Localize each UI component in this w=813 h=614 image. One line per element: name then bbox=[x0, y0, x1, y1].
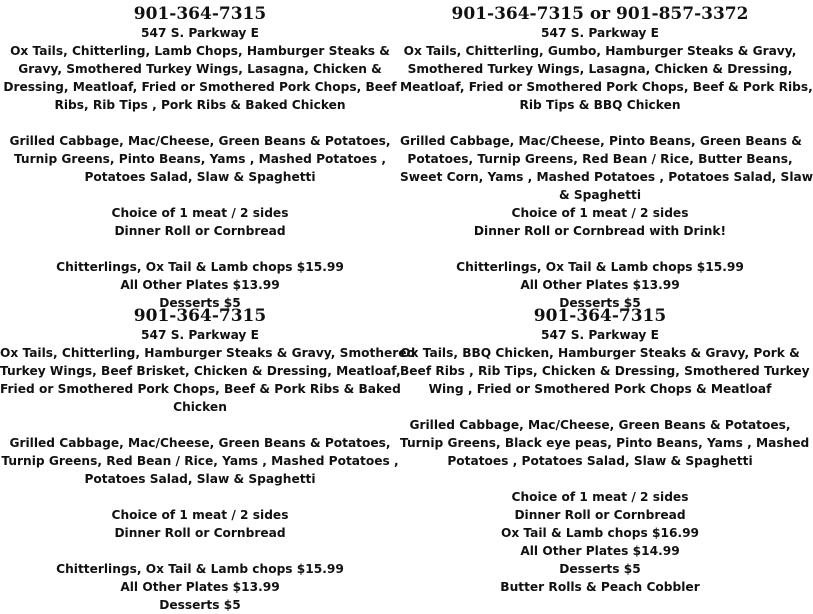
spacer bbox=[400, 240, 800, 258]
sides-line: Potatoes , Potatoes Salad, Slaw & Spaghetti bbox=[447, 454, 753, 468]
choice-line: Choice of 1 meat / 2 sides bbox=[511, 490, 689, 504]
price-line: Butter Rolls & Peach Cobbler bbox=[500, 580, 700, 594]
price-line: Desserts $5 bbox=[159, 598, 241, 612]
phone-number: 901-364-7315 or 901-857-3372 bbox=[451, 4, 749, 24]
price-line: All Other Plates $13.99 bbox=[120, 278, 280, 292]
spacer bbox=[0, 240, 400, 258]
meats-line: Meatloaf, Fried or Smothered Pork Chops, Beef & Pork Ribs, bbox=[400, 80, 813, 94]
meats-line: Chicken bbox=[173, 400, 227, 414]
choice-line: Choice of 1 meat / 2 sides bbox=[511, 206, 689, 220]
meats-line: Smothered Turkey Wings, Lasagna, Chicken & Dressing, bbox=[407, 62, 793, 76]
sides-line: Turnip Greens, Pinto Beans, Yams , Mashed Potatoes , bbox=[13, 152, 387, 166]
spacer bbox=[0, 542, 400, 560]
address: 547 S. Parkway E bbox=[541, 328, 659, 342]
sides-line: Grilled Cabbage, Mac/Cheese, Green Beans & Potatoes, bbox=[9, 134, 391, 148]
menu-panel-4 bbox=[400, 300, 810, 600]
address: 547 S. Parkway E bbox=[141, 328, 259, 342]
choice-line: Dinner Roll or Cornbread with Drink! bbox=[473, 224, 727, 238]
meats-line: Ox Tails, Chitterling, Gumbo, Hamburger Steaks & Gravy, bbox=[403, 44, 797, 58]
sides-line: Turnip Greens, Red Bean / Rice, Yams , Mashed Potatoes , bbox=[1, 454, 399, 468]
spacer bbox=[0, 114, 400, 132]
address: 547 S. Parkway E bbox=[541, 26, 659, 40]
phone-number: 901-364-7315 bbox=[533, 306, 667, 326]
price-line: Chitterlings, Ox Tail & Lamb chops $15.99 bbox=[56, 260, 344, 274]
meats-line: Turkey Wings, Beef Brisket, Chicken & Dressing, Meatloaf, bbox=[0, 364, 401, 378]
meats-line: Ox Tails, Chitterling, Lamb Chops, Hamburger Steaks & bbox=[10, 44, 390, 58]
meats-line: Rib Tips & BBQ Chicken bbox=[519, 98, 681, 112]
choice-line: Choice of 1 meat / 2 sides bbox=[111, 508, 289, 522]
choice-line: Dinner Roll or Cornbread bbox=[114, 526, 286, 540]
spacer bbox=[400, 114, 800, 132]
spacer bbox=[400, 398, 800, 416]
meats-line: Ribs, Rib Tips , Pork Ribs & Baked Chicken bbox=[54, 98, 346, 112]
meats-line: Gravy, Smothered Turkey Wings, Lasagna, Chicken & bbox=[18, 62, 382, 76]
choice-line: Dinner Roll or Cornbread bbox=[514, 508, 686, 522]
sides-line: Sweet Corn, Yams , Mashed Potatoes , Potatoes Salad, Slaw bbox=[400, 170, 813, 184]
price-line: Chitterlings, Ox Tail & Lamb chops $15.99 bbox=[56, 562, 344, 576]
meats-line: Wing , Fried or Smothered Pork Chops & Meatloaf bbox=[428, 382, 772, 396]
price-line: Desserts $5 bbox=[559, 296, 641, 310]
price-line: Desserts $5 bbox=[159, 296, 241, 310]
meats-line: Fried or Smothered Pork Chops, Beef & Pork Ribs & Baked bbox=[0, 382, 401, 396]
price-line: Chitterlings, Ox Tail & Lamb chops $15.99 bbox=[456, 260, 744, 274]
meats-line: Beef Ribs , Rib Tips, Chicken & Dressing, Smothered Turkey bbox=[400, 364, 810, 378]
sides-line: Turnip Greens, Black eye peas, Pinto Beans, Yams , Mashed bbox=[400, 436, 810, 450]
sides-line: Grilled Cabbage, Mac/Cheese, Green Beans & Potatoes, bbox=[9, 436, 391, 450]
phone-number: 901-364-7315 bbox=[133, 306, 267, 326]
price-line: Ox Tail & Lamb chops $16.99 bbox=[500, 526, 700, 540]
menu-panel-1 bbox=[0, 0, 400, 310]
choice-line: Dinner Roll or Cornbread bbox=[114, 224, 286, 238]
spacer bbox=[0, 488, 400, 506]
meats-line: Ox Tails, Chitterling, Hamburger Steaks & Gravy, Smothered bbox=[0, 346, 416, 360]
spacer bbox=[400, 470, 800, 488]
price-line: All Other Plates $13.99 bbox=[520, 278, 680, 292]
sides-line: & Spaghetti bbox=[558, 188, 642, 202]
sides-line: Potatoes, Turnip Greens, Red Bean / Rice, Butter Beans, bbox=[407, 152, 793, 166]
address: 547 S. Parkway E bbox=[141, 26, 259, 40]
price-line: All Other Plates $14.99 bbox=[520, 544, 680, 558]
sides-line: Grilled Cabbage, Mac/Cheese, Pinto Beans, Green Beans & bbox=[400, 134, 802, 148]
price-line: All Other Plates $13.99 bbox=[120, 580, 280, 594]
menu-panel-2 bbox=[400, 0, 813, 310]
meats-line: Dressing, Meatloaf, Fried or Smothered Pork Chops, Beef bbox=[3, 80, 397, 94]
spacer bbox=[0, 416, 400, 434]
sides-line: Grilled Cabbage, Mac/Cheese, Green Beans & Potatoes, bbox=[409, 418, 791, 432]
choice-line: Choice of 1 meat / 2 sides bbox=[111, 206, 289, 220]
price-line: Desserts $5 bbox=[559, 562, 641, 576]
meats-line: Ox Tails, BBQ Chicken, Hamburger Steaks & Gravy, Pork & bbox=[400, 346, 800, 360]
spacer bbox=[0, 186, 400, 204]
menu-panel-3 bbox=[0, 300, 416, 612]
sides-line: Potatoes Salad, Slaw & Spaghetti bbox=[84, 170, 316, 184]
phone-number: 901-364-7315 bbox=[133, 4, 267, 24]
sides-line: Potatoes Salad, Slaw & Spaghetti bbox=[84, 472, 316, 486]
